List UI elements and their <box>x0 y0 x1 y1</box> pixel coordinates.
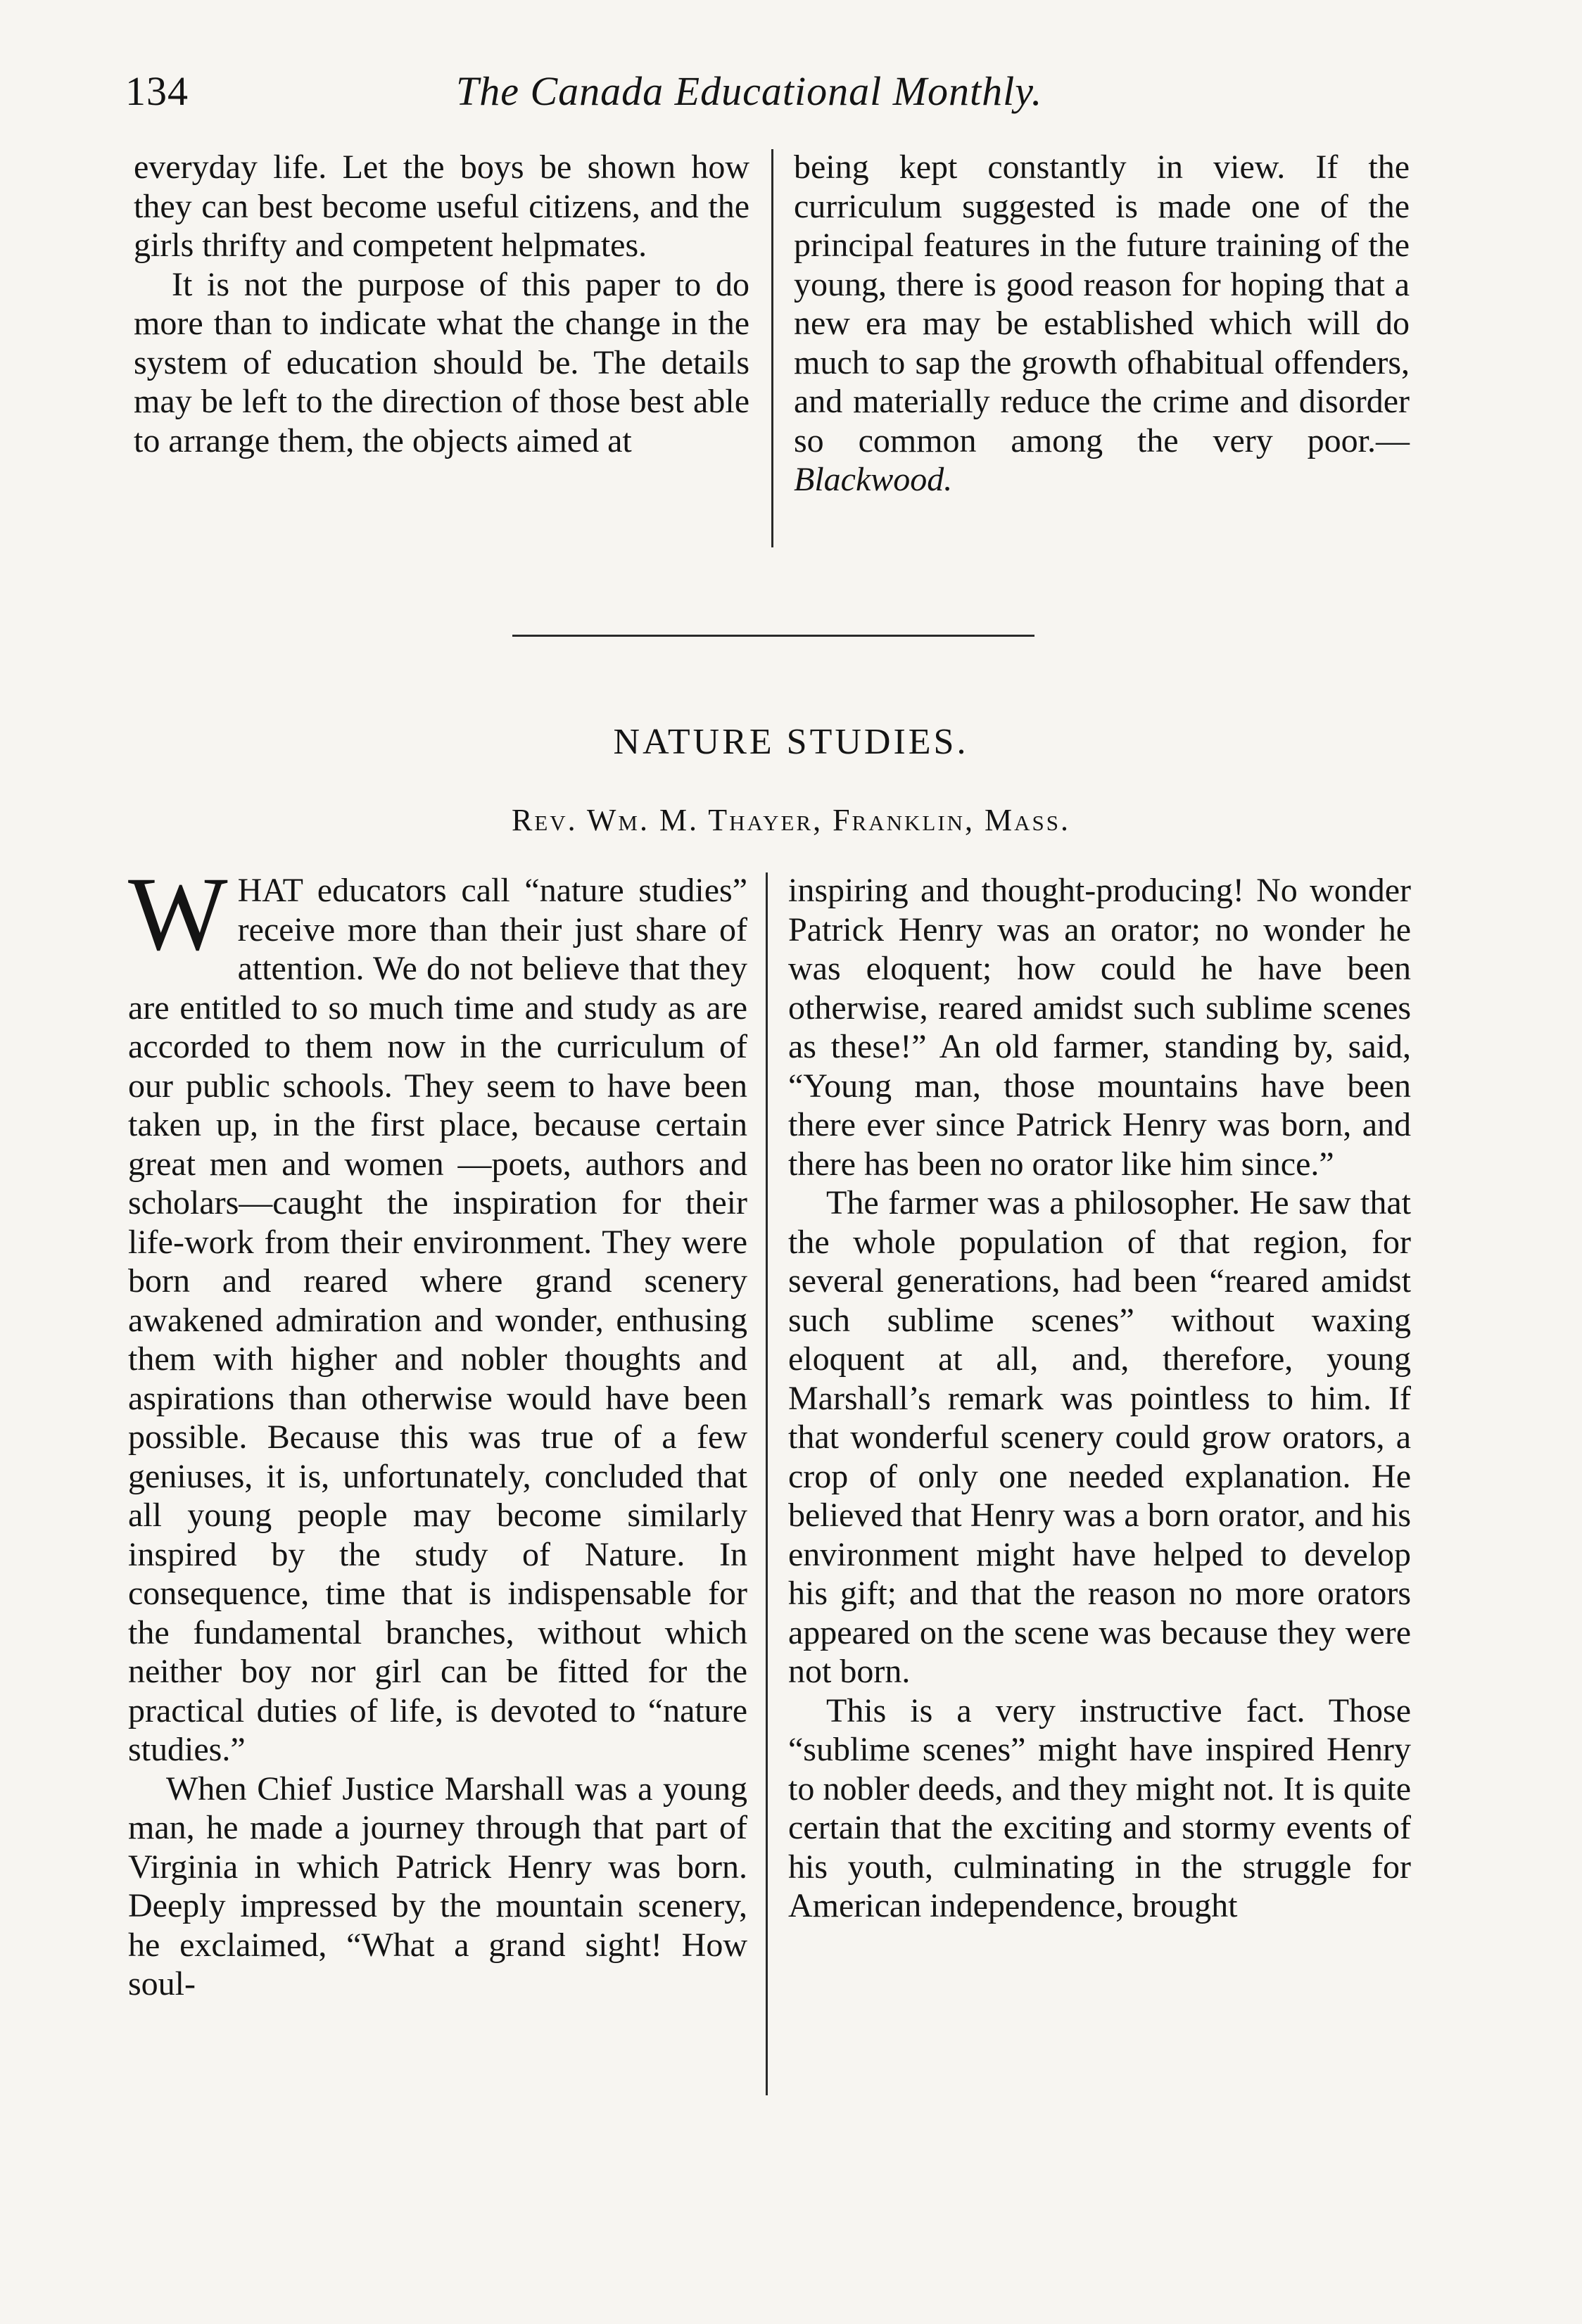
drop-cap: W <box>128 856 228 972</box>
journal-title: The Canada Educational Monthly. <box>456 68 1043 114</box>
paragraph: inspiring and thought-producing! No wonder Patrick Henry was an orator; no wonder he was eloquent; how could he have been otherwise, reared amidst such sublime scenes as these!” An old farmer, standing by, said, “Young man, those mountains have been there ever since Patrick Henry was born, and there has been no orator like him since.” <box>788 872 1411 1183</box>
article-byline: Rev. Wm. M. Thayer, Franklin, Mass. <box>511 803 1071 837</box>
article-title: NATURE STUDIES. <box>613 722 969 762</box>
paragraph: everyday life. Let the boys be shown how they can best become useful citizens, and the girls thrifty and competent helpmates. <box>134 148 749 264</box>
running-head <box>125 61 1455 124</box>
paragraph: This is a very instructive fact. Those “sublime scenes” might have inspired Henry to nobler deeds, and they might not. It is quite certain that the exciting and stormy events of his youth, culminating in the struggle for American independence, brought <box>788 1691 1411 1924</box>
source-signature: Blackwood. <box>794 461 953 498</box>
page-number: 134 <box>125 68 189 114</box>
paragraph: The farmer was a philosopher. He saw that the whole population of that region, for several generations, had been “reared amidst such sublime scenes” without waxing eloquent at all, and, therefore, young Marshall’s remark was pointless to him. If that wonderful scenery could grow orators, a crop of only one needed explanation. He believed that Henry was a born orator, and his environment might have helped to develop his gift; and that the reason no more orators appeared on the scene was because they were not born. <box>788 1184 1411 1690</box>
column-divider <box>766 872 768 2095</box>
column-divider <box>771 149 773 547</box>
paragraph: When Chief Justice Marshall was a young man, he made a journey through that part of Virginia in which Patrick Henry was born. Deeply impressed by the mountain scenery, he exclaimed, “What a grand sight! How soul- <box>128 1770 747 2002</box>
paragraph-text: HAT educators call “nature studies” receive more than their just share of attention. We do not believe that they are entitled to so much time and study as are accorded to them now in the curriculum of our public schools. They seem to have been taken up, in the first place, because certain great men and women —poets, authors and scholars—caught the inspiration for their life-work from their environment. They were born and reared where grand scenery awakened admiration and wonder, enthusing them with higher and nobler thoughts and aspirations than otherwise would have been possible. Because this was true of a few geniuses, it is, unfortunately, concluded that all young people may become similarly inspired by the study of Nature. In consequence, time that is indispensable for the fundamental branches, without which neither boy nor girl can be fitted for the practical duties of life, is devoted to “nature studies.” <box>128 872 747 1768</box>
article-right-column <box>788 871 1411 1926</box>
previous-article-right-column <box>794 148 1410 500</box>
paragraph <box>794 148 1410 500</box>
paragraph-text: being kept constantly in view. If the curriculum suggested is made one of the principal features in the future training of the young, there is good reason for hoping that a new era may be established which will do much to sap the growth ofhabitual offenders, and materially reduce the crime and disorder so common among the very poor.— <box>794 148 1410 459</box>
previous-article-left-column <box>134 148 749 460</box>
article-left-column <box>128 856 747 2004</box>
section-rule <box>512 635 1034 637</box>
paragraph <box>128 856 747 1770</box>
paragraph: It is not the purpose of this paper to do more than to indicate what the change in the system of education should be. The details may be left to the direction of those best able to arrange them, the objects aimed at <box>134 265 749 459</box>
